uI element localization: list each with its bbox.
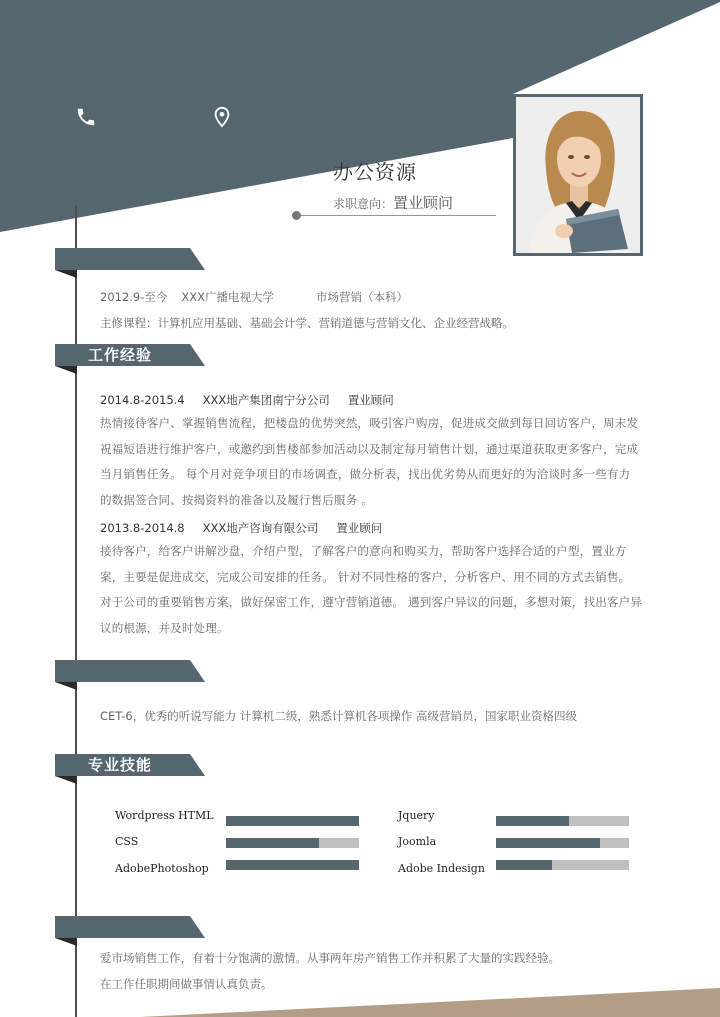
job-period: 2013.8-2014.8 (100, 521, 185, 535)
timeline-line (75, 205, 77, 1017)
candidate-name: 办公资源 (333, 160, 417, 184)
education-school: XXX广播电视大学 (181, 290, 275, 304)
section-header-work (55, 344, 205, 366)
location-pin-icon (211, 106, 233, 128)
job-period: 2014.8-2015.4 (100, 393, 185, 407)
skill-bar (496, 860, 629, 870)
skill-bar-fill (226, 816, 359, 826)
education-entry (100, 289, 408, 305)
section-title-work: 工作经验 (88, 346, 153, 364)
skill-bar-fill (226, 860, 359, 870)
skill-bar-fill (496, 816, 569, 826)
skill-bar (226, 838, 359, 848)
education-period: 2012.9-至今 (100, 290, 168, 304)
skill-bar-fill (226, 838, 319, 848)
job-intent-value: 置业顾问 (393, 194, 454, 212)
skill-name: Joomla (398, 835, 437, 848)
profile-photo (513, 94, 643, 256)
job-intent-label: 求职意向： (333, 197, 394, 211)
job-description: 接待客户，给客户讲解沙盘，介绍户型，了解客户的意向和购买力，帮助客户选择合适的户型，置业方案，主要是促进成交，完成公司安排的任务。 针对不同性格的客户，分析客户、用不同的方式去销售。 对于公司的重要销售方案，做好保密工作，遵守营销道德。 遇到客户异议的问题，多想对策，找出客户异议的根源，并及时处理。 (100, 544, 643, 635)
education-courses: 主修课程：计算机应用基础、基础会计学、营销道德与营销文化、企业经营战略。 (100, 316, 514, 330)
skill-name: Jquery (398, 809, 435, 822)
job-header (100, 520, 382, 536)
skill-name: Adobe Indesign (398, 862, 485, 875)
job-position: 置业顾问 (347, 393, 394, 407)
skill-bar (226, 860, 359, 870)
skill-name: Wordpress HTML (115, 809, 214, 822)
skill-bar-fill (496, 838, 600, 848)
education-major: 市场营销（本科） (316, 290, 409, 304)
phone-icon (75, 106, 97, 128)
section-header-education (55, 248, 205, 270)
skill-bar (496, 838, 629, 848)
self-evaluation-line: 爱市场销售工作，有着十分饱满的激情。从事两年房产销售工作并积累了大量的实践经验。 (100, 951, 560, 965)
job-header (100, 392, 394, 408)
section-header-certificates (55, 660, 205, 682)
skill-bar (226, 816, 359, 826)
certificates-text: CET-6，优秀的听说写能力 计算机二级，熟悉计算机各项操作 高级营销员，国家职业资格四级 (100, 709, 578, 723)
job-position: 置业顾问 (336, 521, 383, 535)
intent-underline (296, 215, 496, 216)
section-header-skills (55, 754, 205, 776)
section-title-skills: 专业技能 (88, 756, 153, 774)
skill-bar-fill (496, 860, 552, 870)
job-description: 热情接待客户、掌握销售流程，把楼盘的优势突然，吸引客户购房，促进成交做到每日回访客户，周末发祝福短语进行维护客户，或邀约到售楼部参加活动以及制定每月销售计划，通过渠道获取更多客户，完成当月销售任务。 每个月对竞争项目的市场调查，做分析表，找出优劣势从而更好的为洽谈时多一些有力 的数据签合同、按揭资料的准备以及履行售后服务 。 (100, 416, 639, 507)
self-evaluation-line: 在工作任职期间做事情认真负责。 (100, 977, 273, 991)
skill-bar (496, 816, 629, 826)
job-company: XXX地产咨询有限公司 (202, 521, 319, 535)
job-intent (333, 192, 453, 213)
job-company: XXX地产集团南宁分公司 (202, 393, 330, 407)
intent-dot (292, 211, 301, 220)
skill-name: CSS (115, 835, 139, 848)
section-header-self-evaluation (55, 916, 205, 938)
skill-name: AdobePhotoshop (115, 862, 209, 875)
